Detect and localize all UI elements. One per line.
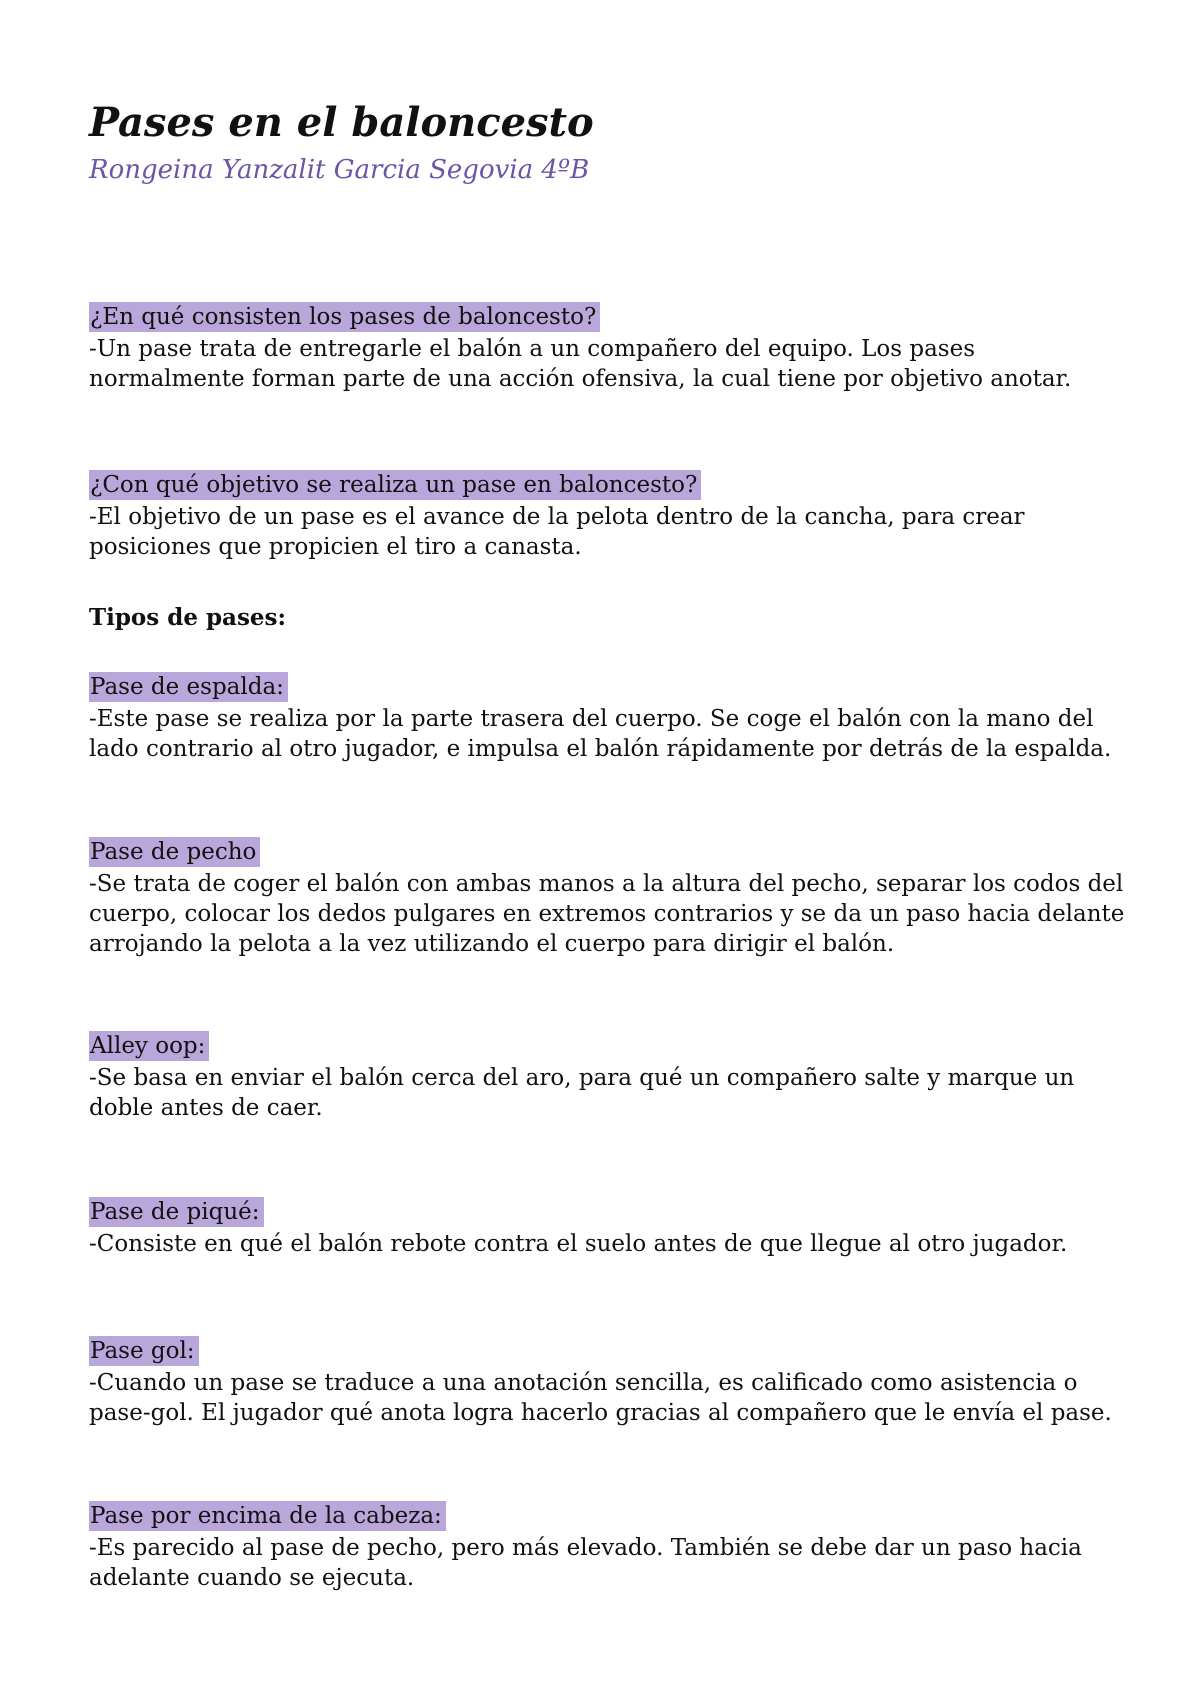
section-heading: ¿Con qué objetivo se realiza un pase en baloncesto? bbox=[89, 470, 701, 500]
body-line: doble antes de caer. bbox=[89, 1095, 323, 1121]
section-heading: Alley oop: bbox=[89, 1031, 209, 1061]
section-body bbox=[89, 334, 1129, 394]
section-heading: Pase de pecho bbox=[89, 837, 260, 867]
body-line: normalmente forman parte de una acción ofensiva, la cual tiene por objetivo anotar. bbox=[89, 366, 1072, 392]
section-body bbox=[89, 869, 1129, 959]
section-body bbox=[89, 1063, 1129, 1123]
body-line: -Cuando un pase se traduce a una anotación sencilla, es calificado como asistencia o bbox=[89, 1370, 1078, 1396]
author-line: Rongeina Yanzalit Garcia Segovia 4ºB bbox=[89, 155, 590, 185]
section-body bbox=[89, 1533, 1129, 1593]
section-body bbox=[89, 704, 1129, 764]
section-body bbox=[89, 502, 1129, 562]
body-line: -Este pase se realiza por la parte trasera del cuerpo. Se coge el balón con la mano del bbox=[89, 706, 1094, 732]
body-line: cuerpo, colocar los dedos pulgares en extremos contrarios y se da un paso hacia delante bbox=[89, 901, 1125, 927]
section-pase-cabeza bbox=[89, 1501, 1129, 1593]
body-line: pase-gol. El jugador qué anota logra hacerlo gracias al compañero que le envía el pase. bbox=[89, 1400, 1112, 1426]
body-line: -El objetivo de un pase es el avance de la pelota dentro de la cancha, para crear bbox=[89, 504, 1025, 530]
types-heading: Tipos de pases: bbox=[89, 604, 286, 631]
body-line: adelante cuando se ejecuta. bbox=[89, 1565, 415, 1591]
body-line: -Un pase trata de entregarle el balón a un compañero del equipo. Los pases bbox=[89, 336, 976, 362]
document-title: Pases en el baloncesto bbox=[89, 99, 594, 146]
section-objetivo bbox=[89, 470, 1129, 562]
section-heading: Pase por encima de la cabeza: bbox=[89, 1501, 446, 1531]
section-pase-gol bbox=[89, 1336, 1129, 1428]
section-heading: ¿En qué consisten los pases de baloncesto? bbox=[89, 302, 600, 332]
section-heading: Pase gol: bbox=[89, 1336, 199, 1366]
body-line: -Consiste en qué el balón rebote contra el suelo antes de que llegue al otro jugador. bbox=[89, 1231, 1068, 1257]
section-pase-pique bbox=[89, 1197, 1129, 1259]
section-pase-pecho bbox=[89, 837, 1129, 959]
section-alley-oop bbox=[89, 1031, 1129, 1123]
section-pase-espalda bbox=[89, 672, 1129, 764]
body-line: -Es parecido al pase de pecho, pero más elevado. También se debe dar un paso hacia bbox=[89, 1535, 1082, 1561]
body-line: lado contrario al otro jugador, e impulsa el balón rápidamente por detrás de la espalda. bbox=[89, 736, 1112, 762]
section-body bbox=[89, 1368, 1129, 1428]
body-line: arrojando la pelota a la vez utilizando el cuerpo para dirigir el balón. bbox=[89, 931, 895, 957]
section-heading: Pase de piqué: bbox=[89, 1197, 264, 1227]
section-body bbox=[89, 1229, 1129, 1259]
section-consisten bbox=[89, 302, 1129, 394]
body-line: -Se trata de coger el balón con ambas manos a la altura del pecho, separar los codos del bbox=[89, 871, 1124, 897]
body-line: posiciones que propicien el tiro a canasta. bbox=[89, 534, 582, 560]
body-line: -Se basa en enviar el balón cerca del aro, para qué un compañero salte y marque un bbox=[89, 1065, 1075, 1091]
section-heading: Pase de espalda: bbox=[89, 672, 288, 702]
